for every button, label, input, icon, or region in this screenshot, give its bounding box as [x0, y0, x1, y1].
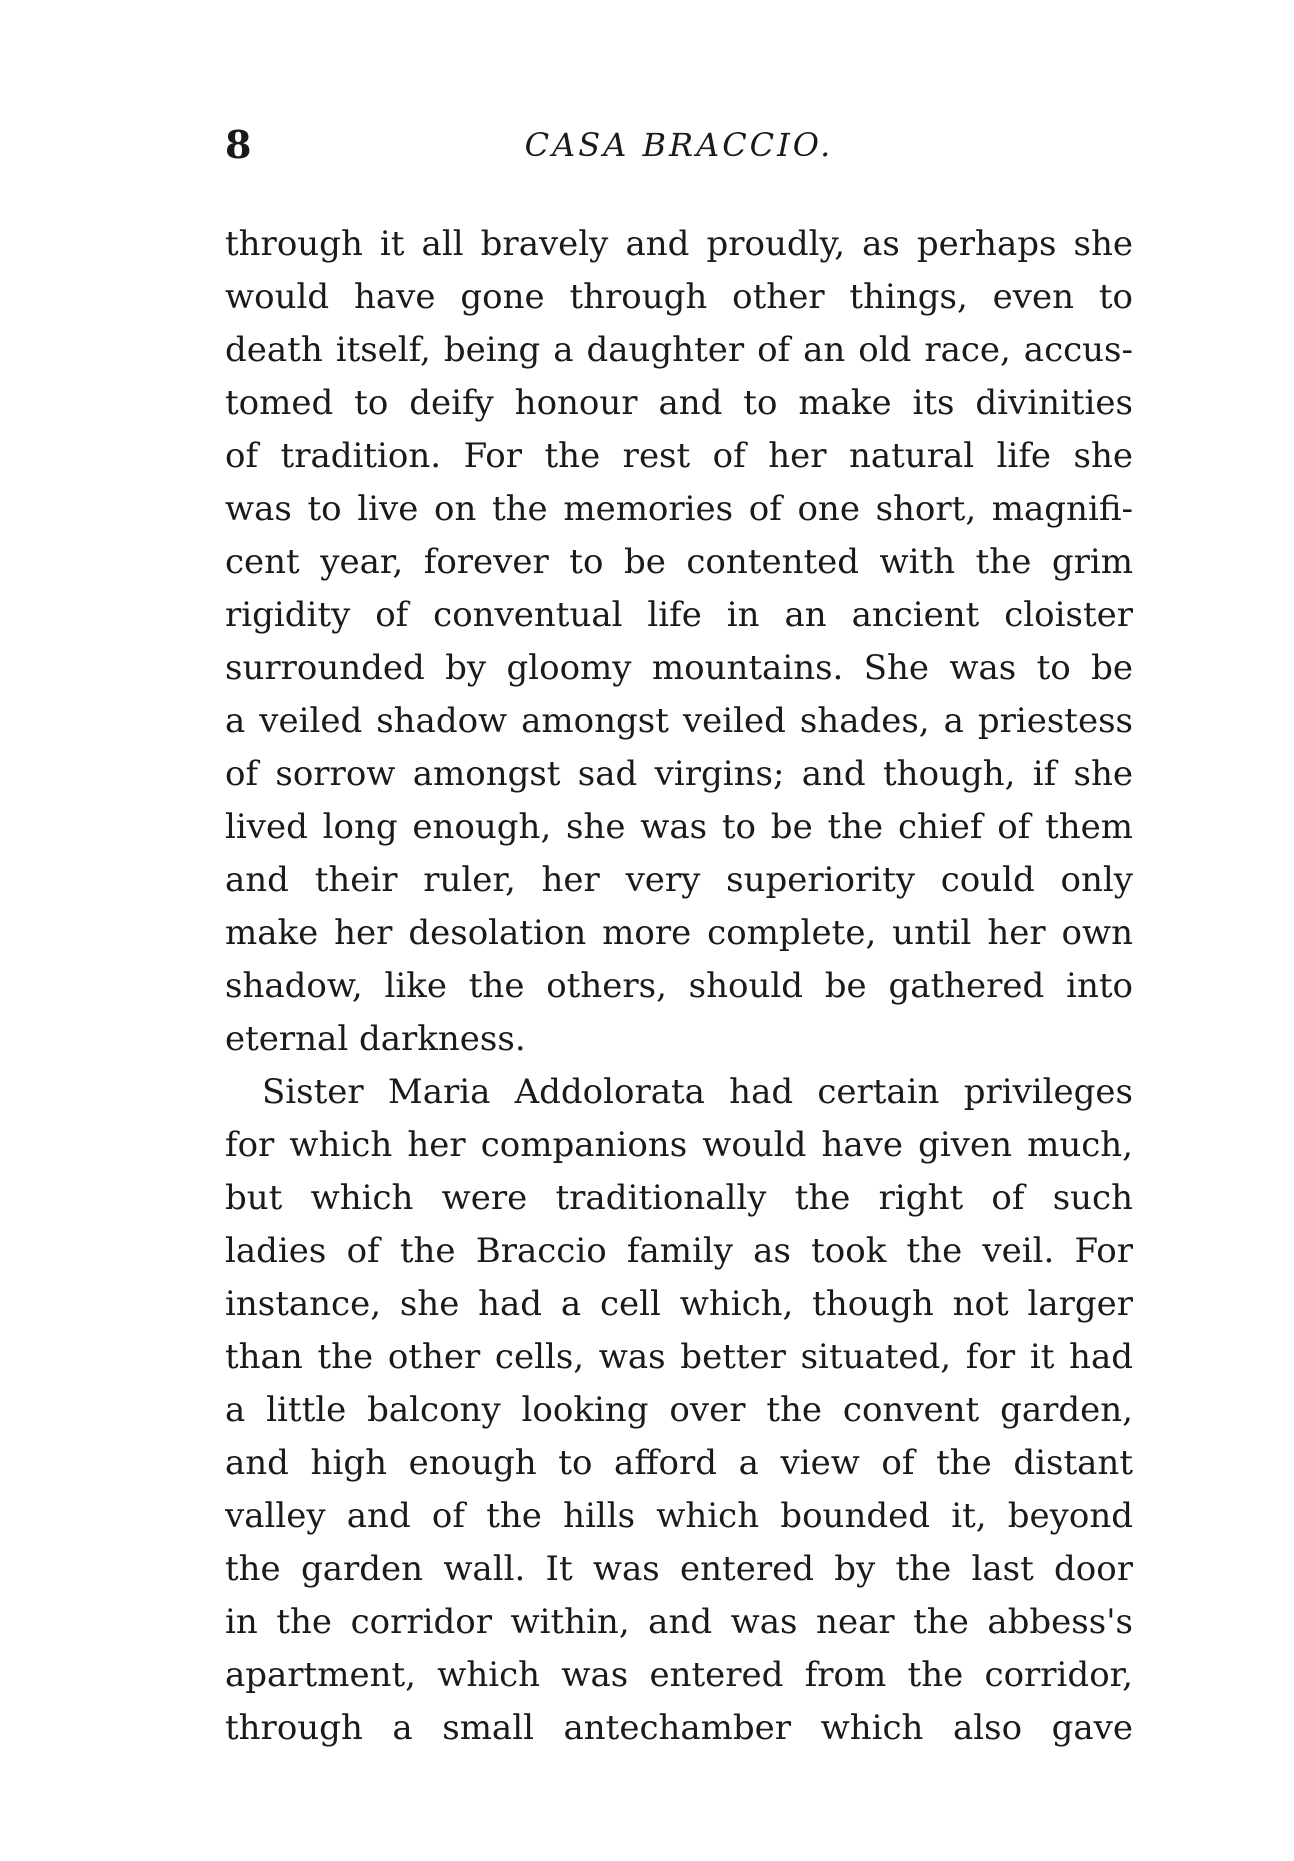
text-line: and their ruler, her very superiority could only	[225, 860, 1133, 900]
text-line: through it all bravely and proudly, as perhaps she	[225, 224, 1133, 264]
text-line: of sorrow amongst sad virgins; and though, if she	[225, 754, 1133, 794]
text-line: of tradition. For the rest of her natural life she	[225, 436, 1133, 476]
text-line: Sister Maria Addolorata had certain privileges	[262, 1072, 1133, 1112]
page-number: 8	[225, 122, 252, 167]
text-line: for which her companions would have given much,	[225, 1125, 1133, 1165]
text-line: valley and of the hills which bounded it, beyond	[225, 1496, 1133, 1536]
text-line: make her desolation more complete, until her own	[225, 913, 1133, 953]
text-line: tomed to deify honour and to make its divinities	[225, 383, 1133, 423]
text-line: ladies of the Braccio family as took the veil. For	[225, 1231, 1133, 1271]
text-line: eternal darkness.	[225, 1019, 526, 1059]
text-line: surrounded by gloomy mountains. She was to be	[225, 648, 1133, 688]
text-line: instance, she had a cell which, though not larger	[225, 1284, 1133, 1324]
body-text	[225, 218, 1133, 1755]
running-title: CASA BRACCIO.	[524, 126, 834, 164]
text-line: a veiled shadow amongst veiled shades, a priestess	[225, 701, 1133, 741]
text-line: was to live on the memories of one short, magnifi-	[225, 489, 1133, 529]
page-header	[225, 122, 1133, 172]
text-line: the garden wall. It was entered by the last door	[225, 1549, 1133, 1589]
text-line: and high enough to afford a view of the distant	[225, 1443, 1133, 1483]
text-line: in the corridor within, and was near the abbess's	[225, 1602, 1133, 1642]
text-line: but which were traditionally the right of such	[225, 1178, 1133, 1218]
text-line: would have gone through other things, even to	[225, 277, 1133, 317]
text-line: through a small antechamber which also gave	[225, 1708, 1133, 1748]
text-line: shadow, like the others, should be gathered into	[225, 966, 1133, 1006]
text-line: apartment, which was entered from the corridor,	[225, 1655, 1133, 1695]
text-line: rigidity of conventual life in an ancient cloister	[225, 595, 1133, 635]
text-line: a little balcony looking over the convent garden,	[225, 1390, 1133, 1430]
text-line: lived long enough, she was to be the chief of them	[225, 807, 1133, 847]
text-line: than the other cells, was better situated, for it had	[225, 1337, 1133, 1377]
text-line: cent year, forever to be contented with the grim	[225, 542, 1133, 582]
text-line: death itself, being a daughter of an old race, accus-	[225, 330, 1133, 370]
